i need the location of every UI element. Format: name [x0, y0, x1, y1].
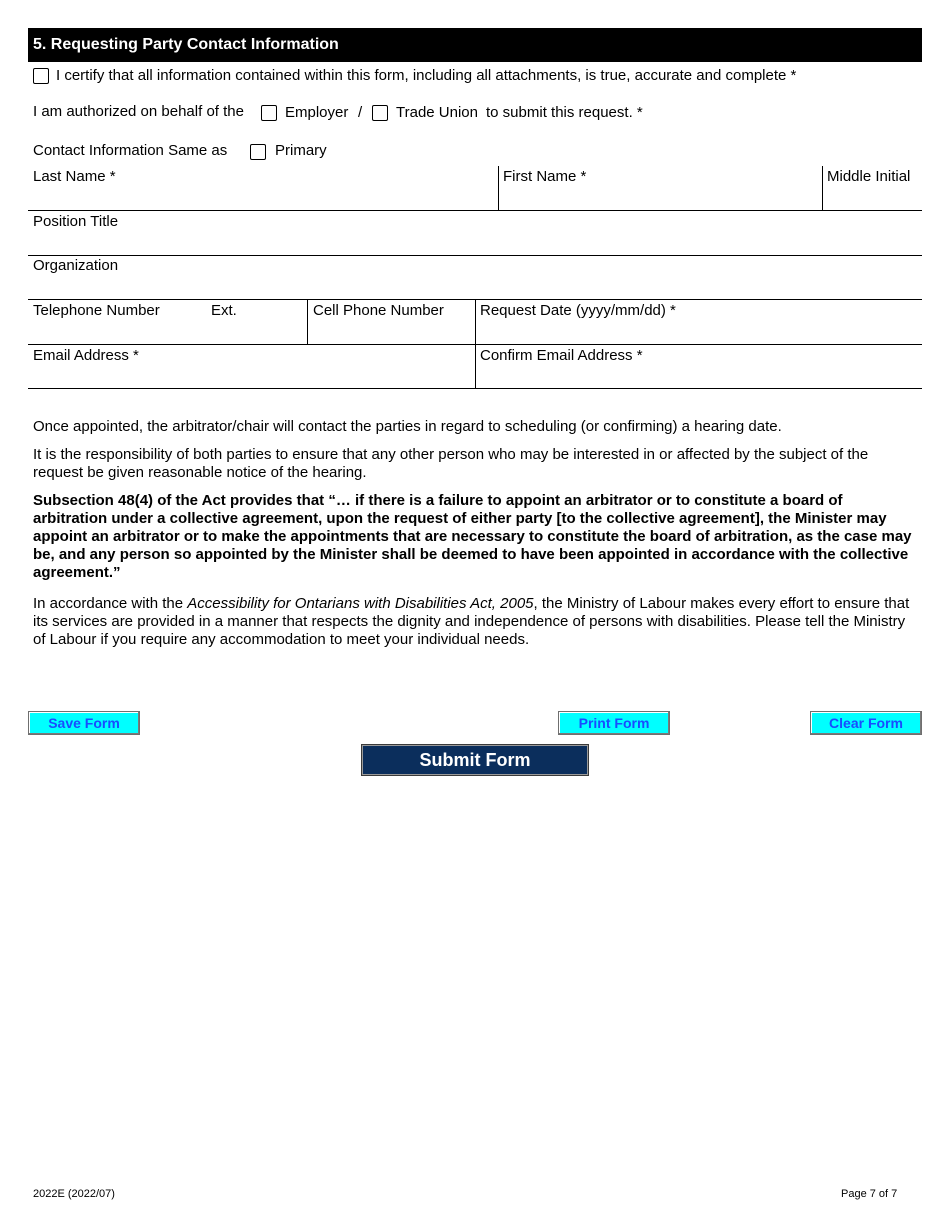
act-title: Accessibility for Ontarians with Disabilities Act, 2005	[187, 595, 534, 612]
email-input[interactable]	[28, 365, 472, 387]
organization-label: Organization	[33, 257, 119, 274]
employer-label: Employer	[285, 104, 349, 121]
form-number: 2022E (2022/07)	[33, 1188, 115, 1200]
organization-input[interactable]	[28, 275, 922, 297]
paragraph-subsection: Subsection 48(4) of the Act provides that “… if there is a failure to appoint an arbitrator or to constitute a board of arbitration under a collective agreement, upon the request of either party [to the collective agreement], the Minister may appoint an arbitrator or to make the appointments that are necessary to constitute the board of arbitration, as the case may be, and any person so appointed by the Minister shall be deemed to have been appointed in accordance with the collective agreement.”	[33, 492, 912, 581]
middle-initial-label: Middle Initial	[827, 168, 911, 185]
accessibility-text-end: , the Ministry of Labour makes every effort to ensure that its services are provided in a manner that respects the dignity and independence of persons with disabilities. Please tell the Ministry of Labour if you require any accommodation to meet your individual needs.	[33, 595, 910, 648]
cell-phone-label: Cell Phone Number	[313, 302, 444, 319]
telephone-label: Telephone Number	[33, 302, 160, 319]
paragraph-appointment: Once appointed, the arbitrator/chair will contact the parties in regard to scheduling (or confirming) a hearing date.	[33, 418, 782, 435]
save-form-button[interactable]: Save Form	[28, 711, 140, 735]
trade-union-checkbox[interactable]	[372, 105, 388, 121]
first-name-label: First Name *	[503, 168, 587, 185]
authorized-suffix: to submit this request. *	[486, 104, 643, 121]
request-date-label: Request Date (yyyy/mm/dd) *	[480, 302, 676, 319]
slash-separator: /	[358, 104, 363, 121]
position-title-input[interactable]	[28, 231, 922, 253]
authorized-prefix: I am authorized on behalf of the	[33, 103, 244, 120]
clear-form-button[interactable]: Clear Form	[810, 711, 922, 735]
divider	[822, 166, 823, 210]
confirm-email-input[interactable]	[478, 365, 921, 387]
row-divider	[28, 344, 922, 345]
submit-form-button[interactable]: Submit Form	[362, 745, 588, 775]
print-form-button[interactable]: Print Form	[558, 711, 670, 735]
telephone-input[interactable]	[28, 320, 203, 342]
row-divider	[28, 388, 922, 389]
ext-input[interactable]	[208, 320, 303, 342]
certify-text: I certify that all information contained within this form, including all attachments, is true, accurate and complete *	[56, 67, 797, 84]
email-label: Email Address *	[33, 347, 139, 364]
request-date-input[interactable]	[478, 320, 921, 342]
certify-checkbox[interactable]	[33, 68, 49, 84]
paragraph-responsibility: It is the responsibility of both parties to ensure that any other person who may be interested in or affected by the subject of the request be given reasonable notice of the hearing.	[33, 446, 869, 481]
primary-label: Primary	[275, 142, 327, 159]
section-title: 5. Requesting Party Contact Information	[33, 36, 339, 53]
row-divider	[28, 255, 922, 256]
divider	[307, 300, 308, 344]
section-header	[28, 28, 922, 62]
divider	[498, 166, 499, 210]
last-name-input[interactable]	[28, 186, 496, 208]
row-divider	[28, 210, 922, 211]
ext-label: Ext.	[211, 302, 237, 319]
primary-checkbox[interactable]	[250, 144, 266, 160]
page-number: Page 7 of 7	[841, 1188, 898, 1200]
first-name-input[interactable]	[501, 186, 820, 208]
accessibility-text-start: In accordance with the	[33, 595, 188, 612]
position-title-label: Position Title	[33, 213, 119, 230]
cell-phone-input[interactable]	[310, 320, 472, 342]
paragraph-accessibility	[33, 595, 918, 649]
trade-union-label: Trade Union	[396, 104, 478, 121]
contact-same-label: Contact Information Same as	[33, 142, 228, 159]
confirm-email-label: Confirm Email Address *	[480, 347, 643, 364]
employer-checkbox[interactable]	[261, 105, 277, 121]
middle-initial-input[interactable]	[825, 186, 921, 208]
last-name-label: Last Name *	[33, 168, 116, 185]
